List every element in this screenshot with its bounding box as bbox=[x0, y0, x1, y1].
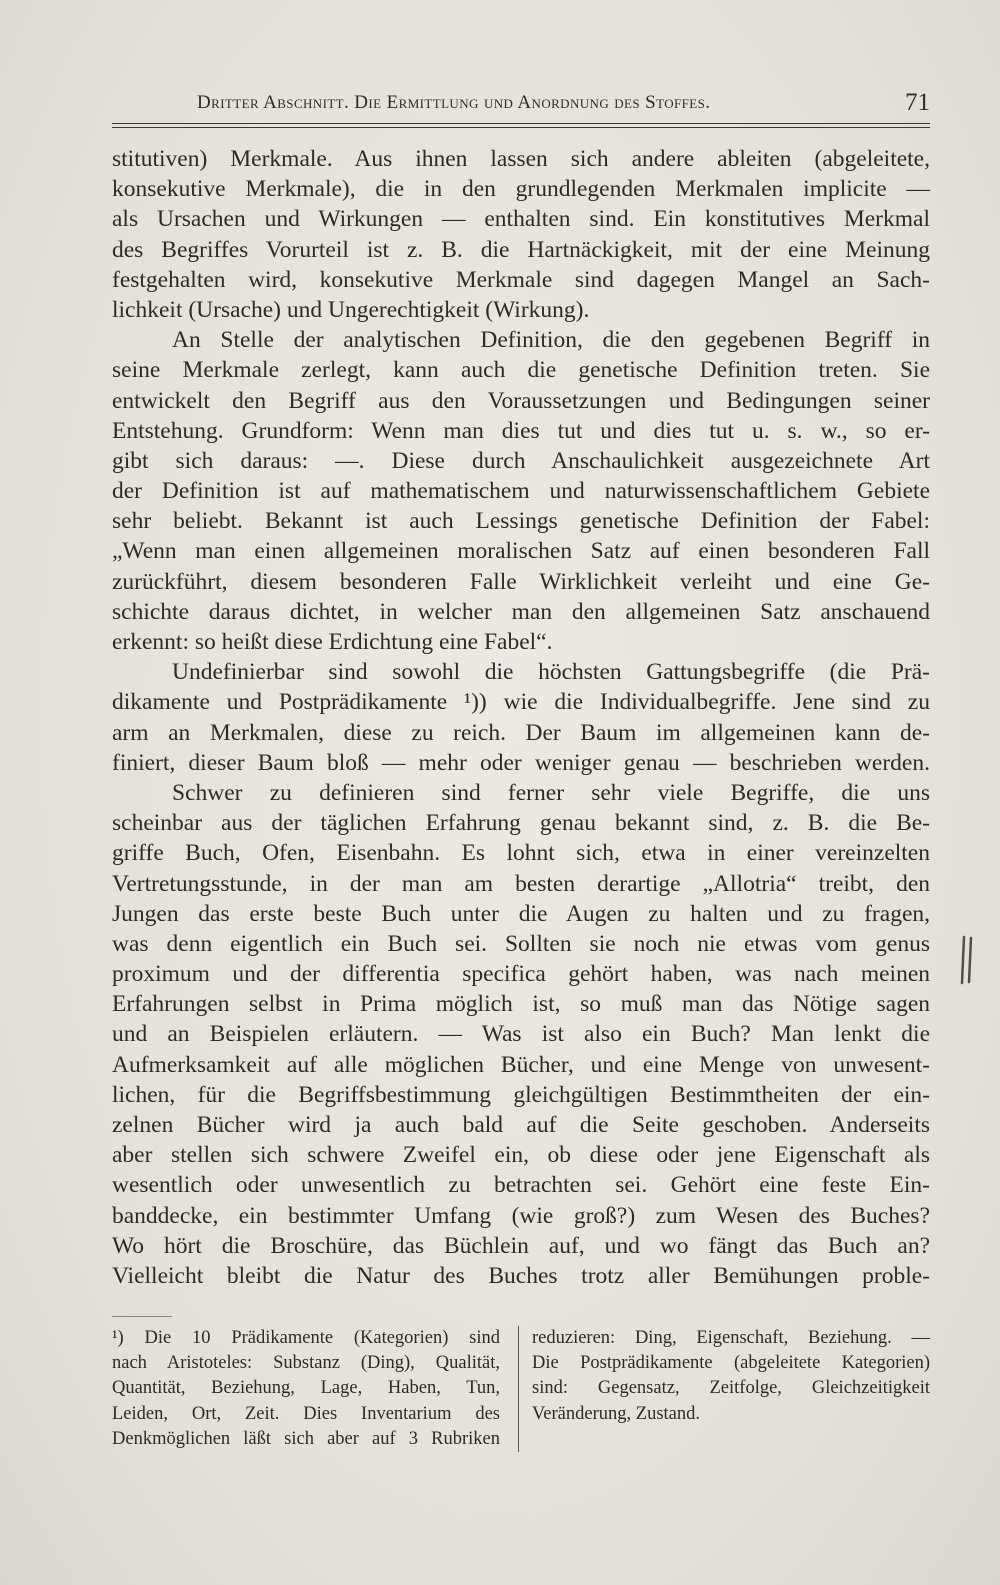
text-line: Undefinierbar sind sowohl die höchsten Gattungsbegriffe (die Prä- bbox=[172, 659, 930, 686]
text-line: schichte daraus dichtet, in welcher man den allgemeinen Satz anschauend bbox=[112, 598, 930, 625]
text-line: zurückführt, diesem besonderen Falle Wirklichkeit verleiht und eine Ge- bbox=[112, 568, 930, 595]
text-line: An Stelle der analytischen Definition, die den gegebenen Begriff in bbox=[172, 327, 930, 354]
text-line: des Begriffes Vorurteil ist z. B. die Hartnäckigkeit, mit der eine Meinung bbox=[112, 236, 930, 263]
text-line: wesentlich oder unwesentlich zu betrachten sei. Gehört eine feste Ein- bbox=[112, 1172, 930, 1199]
text-line: lichen, für die Begriffsbestimmung gleichgültigen Bestimmtheiten der ein- bbox=[112, 1081, 930, 1108]
text-line: was denn eigentlich ein Buch sei. Sollten sie noch nie etwas vom genus bbox=[112, 930, 930, 957]
page-number: 71 bbox=[905, 89, 930, 116]
text-line: „Wenn man einen allgemeinen moralischen Satz auf einen besonderen Fall bbox=[112, 538, 930, 565]
footnote-column-right bbox=[532, 1326, 930, 1427]
footnote-separator bbox=[112, 1316, 172, 1317]
footnote-line: Veränderung, Zustand. bbox=[532, 1403, 700, 1424]
footnote-column-left bbox=[112, 1326, 500, 1452]
footnote-column-divider bbox=[518, 1326, 519, 1452]
text-line: Aufmerksamkeit auf alle möglichen Bücher, und eine Menge von unwesent- bbox=[112, 1051, 930, 1078]
header-rule-bottom bbox=[112, 127, 930, 128]
text-line: Jungen das erste beste Buch unter die Augen zu halten und zu fragen, bbox=[112, 900, 930, 927]
text-line: scheinbar aus der täglichen Erfahrung genau bekannt sind, z. B. die Be- bbox=[112, 810, 930, 837]
text-line: finiert, dieser Baum bloß — mehr oder weniger genau — beschrieben werden. bbox=[112, 749, 930, 776]
text-line: Vertretungsstunde, in der man am besten derartige „Allotria“ treibt, den bbox=[112, 870, 930, 897]
text-line: arm an Merkmalen, diese zu reich. Der Baum im allgemeinen kann de- bbox=[112, 719, 930, 746]
text-line: proximum und der differentia specifica gehört haben, was nach meinen bbox=[112, 961, 930, 988]
header-rule-top bbox=[112, 123, 930, 124]
footnote-line: nach Aristoteles: Substanz (Ding), Qualität, bbox=[112, 1353, 500, 1374]
text-line: Entstehung. Grundform: Wenn man dies tut und dies tut u. s. w., so er- bbox=[112, 417, 930, 444]
text-line: erkennt: so heißt diese Erdichtung eine Fabel“. bbox=[112, 629, 553, 655]
text-line: dikamente und Postprädikamente ¹)) wie die Individualbegriffe. Jene sind zu bbox=[112, 689, 930, 716]
page-header bbox=[112, 89, 930, 120]
footnote-line: Quantität, Beziehung, Lage, Haben, Tun, bbox=[112, 1378, 500, 1399]
footnote-line: reduzieren: Ding, Eigenschaft, Beziehung. — bbox=[532, 1328, 930, 1348]
footnote-line: Leiden, Ort, Zeit. Dies Inventarium des bbox=[112, 1403, 500, 1424]
text-line: entwickelt den Begriff aus den Voraussetzungen und Bedingungen seiner bbox=[112, 387, 930, 414]
text-line: sehr beliebt. Bekannt ist auch Lessings genetische Definition der Fabel: bbox=[112, 508, 930, 535]
text-line: banddecke, ein bestimmter Umfang (wie groß?) zum Wesen des Buches? bbox=[112, 1202, 930, 1229]
text-line: aber stellen sich schwere Zweifel ein, ob diese oder jene Eigenschaft als bbox=[112, 1142, 930, 1169]
text-line: als Ursachen und Wirkungen — enthalten sind. Ein konstitutives Merkmal bbox=[112, 206, 930, 233]
footnote-line: sind: Gegensatz, Zeitfolge, Gleichzeitigkeit bbox=[532, 1378, 930, 1399]
text-line: und an Beispielen erläutern. — Was ist also ein Buch? Man lenkt die bbox=[112, 1021, 930, 1048]
text-line: lichkeit (Ursache) und Ungerechtigkeit (Wirkung). bbox=[112, 296, 590, 323]
text-line: zelnen Bücher wird ja auch bald auf die Seite geschoben. Anderseits bbox=[112, 1112, 930, 1138]
text-line: griffe Buch, Ofen, Eisenbahn. Es lohnt sich, etwa in einer vereinzelten bbox=[112, 840, 930, 867]
footnote-line: Denkmöglichen läßt sich aber auf 3 Rubriken bbox=[112, 1428, 500, 1449]
text-line: Wo hört die Broschüre, das Büchlein auf, und wo fängt das Buch an? bbox=[112, 1232, 930, 1259]
text-line: stitutiven) Merkmale. Aus ihnen lassen sich andere ableiten (abgeleitete, bbox=[112, 146, 930, 172]
footnote-line: ¹) Die 10 Prädikamente (Kategorien) sind bbox=[112, 1328, 500, 1348]
text-line: Vielleicht bleibt die Natur des Buches trotz aller Bemühungen proble- bbox=[112, 1262, 930, 1289]
body-text bbox=[112, 144, 930, 1291]
pencil-margin-mark bbox=[960, 935, 974, 985]
text-line: der Definition ist auf mathematischem und naturwissenschaftlichem Gebiete bbox=[112, 478, 930, 505]
running-head: Dritter Abschnitt. Die Ermittlung und Anordnung des Stoffes. bbox=[197, 92, 711, 113]
text-line: festgehalten wird, konsekutive Merkmale sind dagegen Mangel an Sach- bbox=[112, 266, 930, 293]
text-line: Schwer zu definieren sind ferner sehr viele Begriffe, die uns bbox=[172, 779, 930, 806]
footnote-line: Die Postprädikamente (abgeleitete Kategorien) bbox=[532, 1353, 930, 1374]
text-line: konsekutive Merkmale), die in den grundlegenden Merkmalen implicite — bbox=[112, 176, 930, 203]
text-line: seine Merkmale zerlegt, kann auch die genetische Definition treten. Sie bbox=[112, 357, 930, 384]
text-line: gibt sich daraus: —. Diese durch Anschaulichkeit ausgezeichnete Art bbox=[112, 447, 930, 474]
text-line: Erfahrungen selbst in Prima möglich ist, so muß man das Nötige sagen bbox=[112, 991, 930, 1018]
